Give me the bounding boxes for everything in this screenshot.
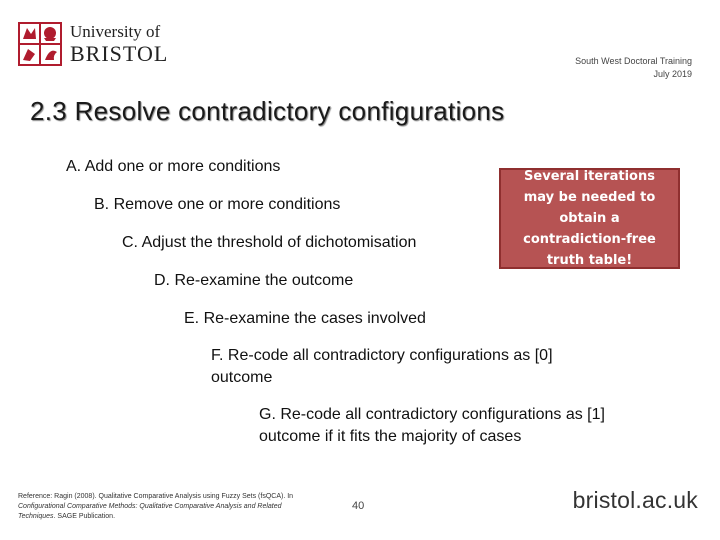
- callout-box: [499, 168, 680, 269]
- item-letter: D.: [154, 272, 170, 289]
- item-text: Re-examine the outcome: [174, 272, 354, 289]
- university-logo: [18, 20, 178, 70]
- item-letter: A.: [66, 158, 82, 175]
- item-text: Add one or more conditions: [84, 158, 281, 175]
- item-text: Re-code all contradictory configurations as [0] outcome: [211, 347, 553, 386]
- slide-title: 2.3 Resolve contradictory configurations: [30, 96, 505, 126]
- training-label: South West Doctoral Training: [575, 56, 692, 66]
- list-item-e: [184, 308, 426, 330]
- reference-publisher: . SAGE Publication.: [53, 513, 116, 520]
- list-item-f: [211, 345, 571, 389]
- footer-reference: [18, 492, 298, 522]
- item-text: Remove one or more conditions: [113, 196, 341, 213]
- item-letter: F.: [211, 347, 224, 364]
- list-item-a: [66, 156, 280, 178]
- callout-text: Several iterations may be needed to obtain a contradiction-free truth table!: [523, 169, 656, 268]
- header-meta: [575, 55, 692, 81]
- list-item-c: [122, 232, 416, 254]
- logo-line2: BRISTOL: [70, 41, 169, 66]
- item-letter: G.: [259, 406, 276, 423]
- item-text: Adjust the threshold of dichotomisation: [141, 234, 417, 251]
- reference-book-title: Configurational Comparative Methods: Qualitative Comparative Analysis and Related Techniques: [18, 503, 282, 520]
- item-text: Re-code all contradictory configurations as [1] outcome if it fits the majority of cases: [259, 406, 605, 445]
- list-item-g: [259, 404, 659, 448]
- logo-line1: University of: [70, 22, 161, 41]
- item-letter: B.: [94, 196, 110, 213]
- page-number: 40: [352, 500, 365, 512]
- footer-website: bristol.ac.uk: [572, 487, 698, 513]
- crest-icon: [18, 22, 62, 66]
- reference-text: Reference: Ragin (2008). Qualitative Comparative Analysis using Fuzzy Sets (fsQCA). In: [18, 493, 294, 500]
- list-item-b: [94, 194, 340, 216]
- item-letter: C.: [122, 234, 138, 251]
- list-item-d: [154, 270, 353, 292]
- date-label: July 2019: [653, 69, 692, 79]
- item-text: Re-examine the cases involved: [203, 310, 426, 327]
- item-letter: E.: [184, 310, 200, 327]
